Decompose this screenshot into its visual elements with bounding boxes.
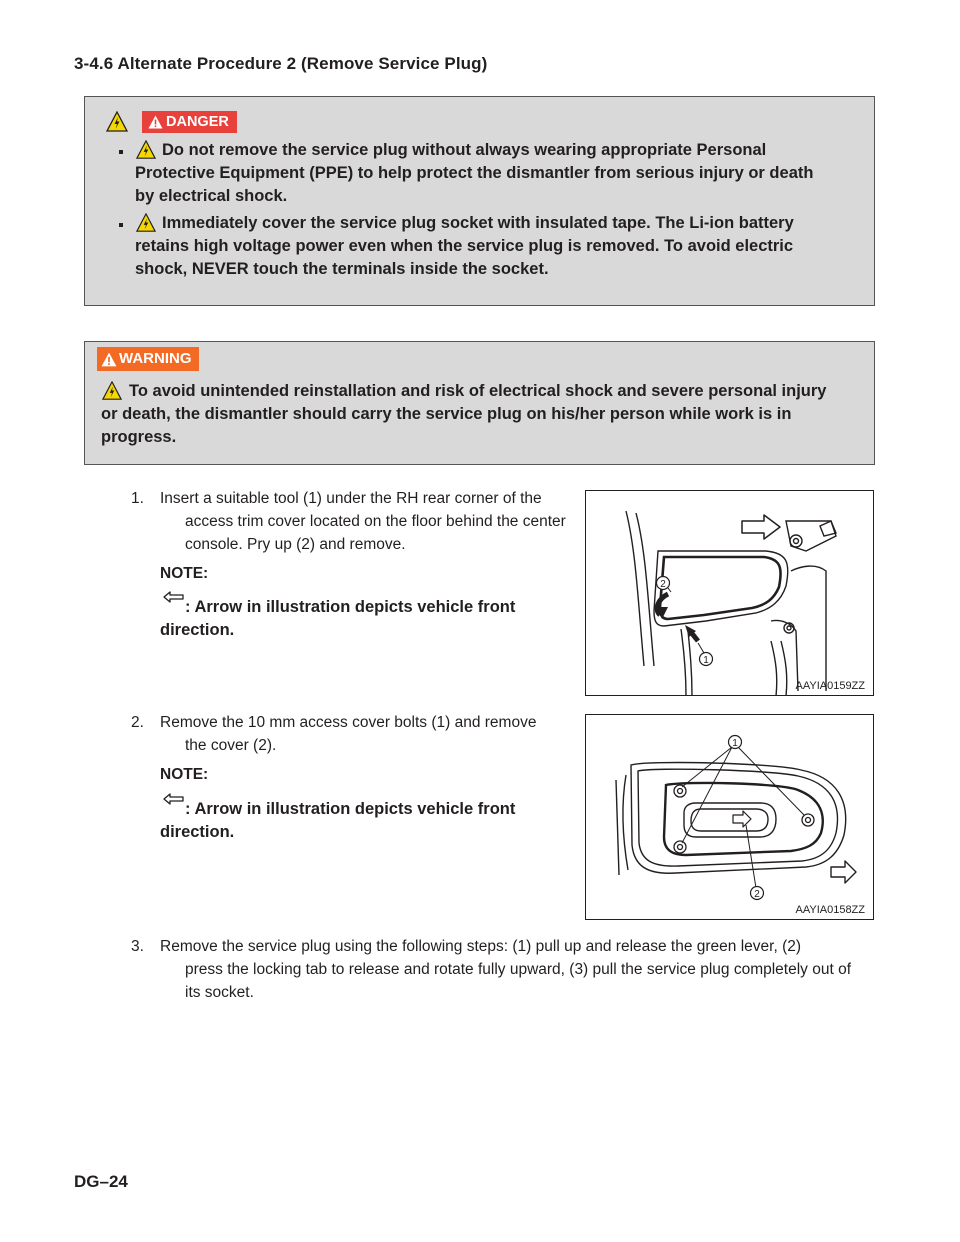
danger-item-1-line-1: Do not remove the service plug without always wearing appropriate Personal (162, 141, 767, 159)
warning-label: WARNING (119, 350, 192, 367)
callout-2: 2 (754, 889, 760, 900)
warning-line-1: To avoid unintended reinstallation and risk of electrical shock and severe personal injury (129, 382, 827, 400)
figure-access-trim-cover (585, 490, 874, 696)
callout-1: 1 (732, 738, 738, 749)
high-voltage-warning-icon (136, 140, 156, 160)
warning-badge (97, 347, 199, 371)
bullet (119, 150, 123, 154)
figure-code: AAYIA0158ZZ (795, 904, 865, 916)
section-heading: 3-4.6 Alternate Procedure 2 (Remove Service Plug) (74, 54, 488, 73)
figure-code: AAYIA0159ZZ (795, 680, 865, 692)
step-1-line-3: console. Pry up (2) and remove. (185, 536, 406, 553)
step-3-line-3: its socket. (185, 984, 254, 1001)
step-2-note-line-2: direction. (160, 823, 235, 841)
step-1-note-line-1: : Arrow in illustration depicts vehicle front (185, 598, 516, 616)
step-3-line-2: press the locking tab to release and rotate fully upward, (3) pull the service plug completely out of (185, 961, 852, 978)
access-cover-illustration (586, 715, 874, 920)
figure-access-cover (585, 714, 874, 920)
callout-2: 2 (660, 579, 666, 590)
step-number: 1. (131, 490, 144, 507)
access-trim-illustration (586, 491, 874, 696)
warning-line-2: or death, the dismantler should carry the service plug on his/her person while work is in (101, 405, 792, 423)
danger-item-1-line-2: Protective Equipment (PPE) to help protect the dismantler from serious injury or death (135, 164, 814, 182)
front-direction-arrow-icon (162, 792, 186, 806)
high-voltage-warning-icon (106, 111, 128, 133)
step-1-note-label: NOTE: (160, 565, 209, 582)
alert-triangle-icon (101, 352, 117, 367)
step-2-line-1: Remove the 10 mm access cover bolts (1) and remove (160, 714, 537, 731)
page-number: DG–24 (74, 1172, 128, 1191)
front-direction-arrow-icon (733, 811, 751, 827)
step-3-line-1: Remove the service plug using the following steps: (1) pull up and release the green lever, (2) (160, 938, 802, 955)
step-1-line-2: access trim cover located on the floor behind the center (185, 513, 566, 530)
danger-item-2-line-3: shock, NEVER touch the terminals inside the socket. (135, 260, 549, 278)
front-direction-arrow-icon (742, 515, 780, 539)
step-1-note-line-2: direction. (160, 621, 235, 639)
warning-line-3: progress. (101, 428, 177, 446)
danger-item-1-line-3: by electrical shock. (135, 187, 288, 205)
step-number: 3. (131, 938, 144, 955)
step-2-line-2: the cover (2). (185, 737, 277, 754)
step-1-line-1: Insert a suitable tool (1) under the RH rear corner of the (160, 490, 542, 507)
step-2-note-label: NOTE: (160, 766, 209, 783)
danger-item-2-line-1: Immediately cover the service plug socket with insulated tape. The Li-ion battery (162, 214, 794, 232)
danger-badge (142, 111, 237, 133)
high-voltage-warning-icon (136, 213, 156, 233)
high-voltage-warning-icon (102, 381, 122, 401)
front-direction-arrow-icon (162, 590, 186, 604)
danger-label: DANGER (166, 114, 229, 130)
alert-triangle-icon (148, 115, 163, 129)
callout-1: 1 (703, 655, 709, 666)
step-number: 2. (131, 714, 144, 731)
bullet (119, 223, 123, 227)
danger-item-2-line-2: retains high voltage power even when the service plug is removed. To avoid electric (135, 237, 794, 255)
front-direction-arrow-icon (831, 861, 856, 883)
step-2-note-line-1: : Arrow in illustration depicts vehicle front (185, 800, 516, 818)
